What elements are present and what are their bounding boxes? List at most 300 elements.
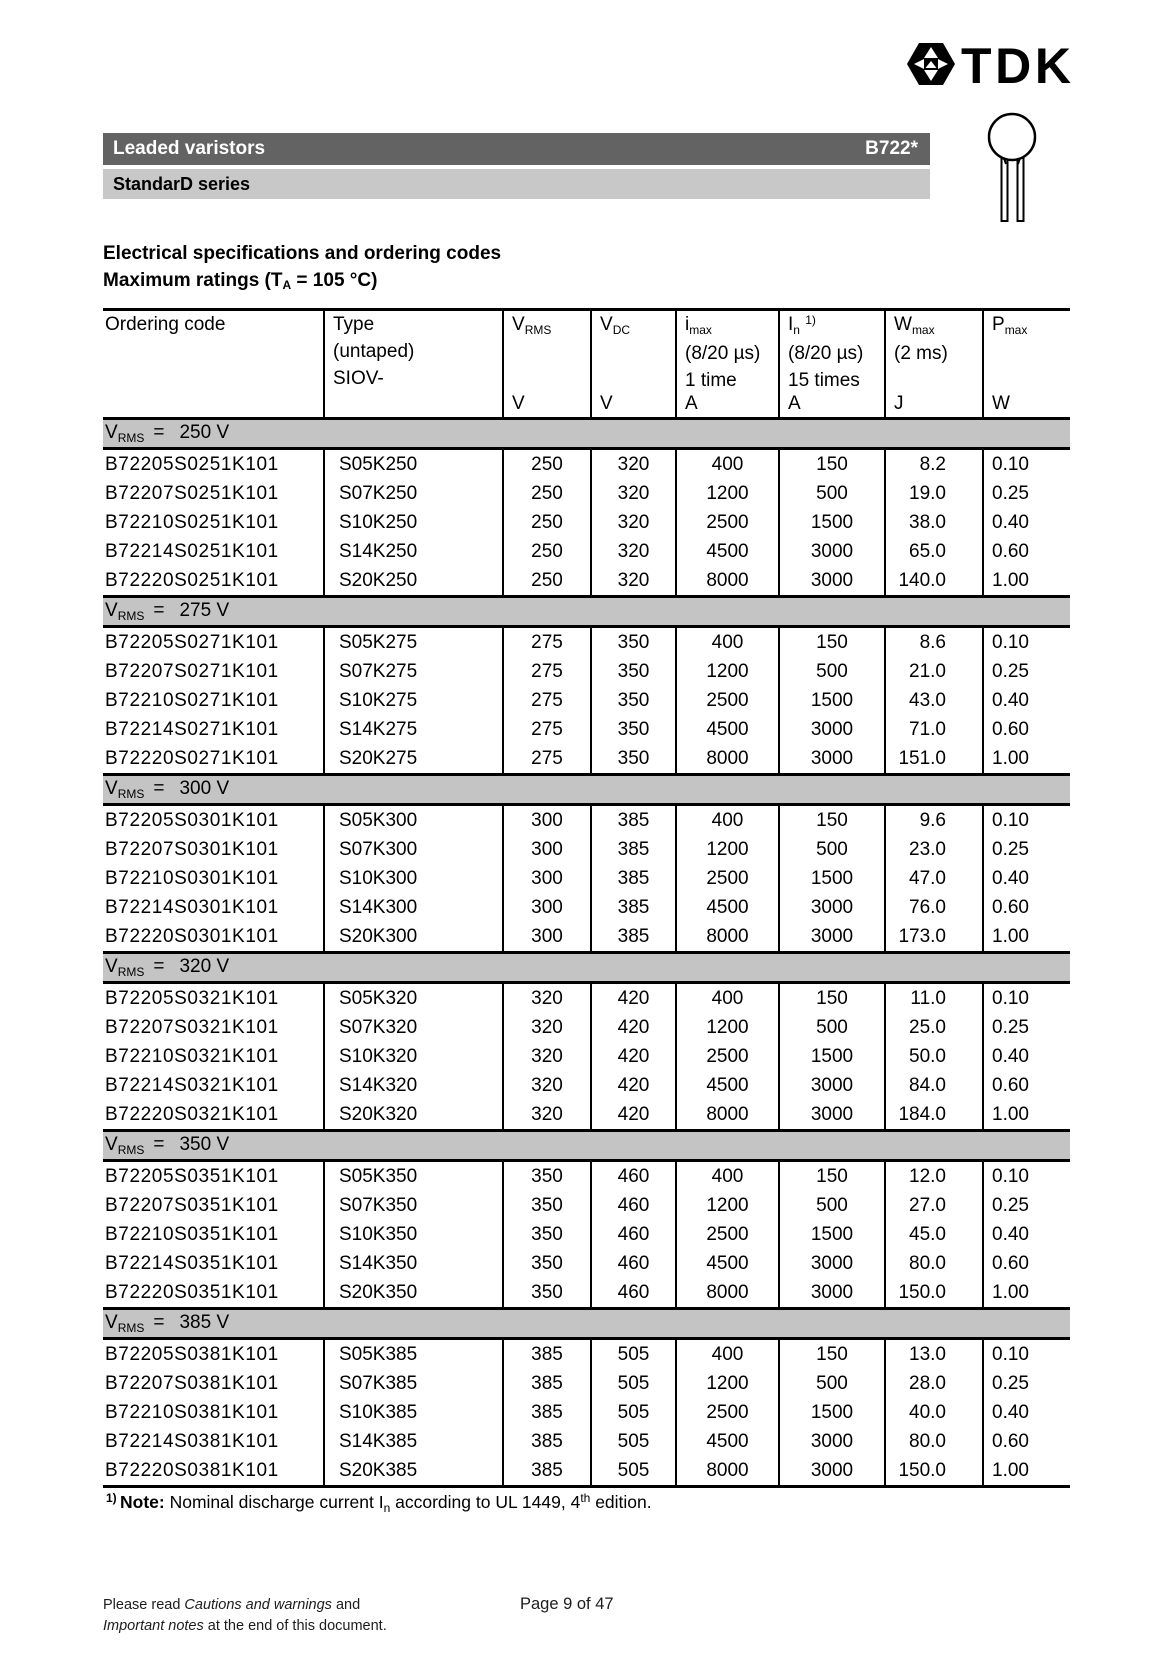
cell-in: 3000	[779, 566, 885, 597]
table-header-row	[103, 310, 1070, 419]
table-row	[103, 1100, 1070, 1131]
cell-vdc: 320	[591, 479, 676, 508]
cell-vdc: 385	[591, 893, 676, 922]
cell-ordering_code: B72205S0271K101	[105, 632, 279, 653]
section-band-row	[103, 1309, 1070, 1339]
cell-vrms: 350	[503, 1191, 591, 1220]
cell-in: 3000	[779, 1249, 885, 1278]
cell-pmax: 0.25	[983, 835, 1070, 864]
column-header-wmax: $W_{max}$ (2 ms) J	[885, 310, 983, 419]
table-row	[103, 1456, 1070, 1487]
section-header: $V_{RMS} = 385$ V	[103, 1309, 1070, 1339]
cell-vrms: 300	[503, 922, 591, 953]
table-row	[103, 805, 1070, 836]
cell-ordering_code: B72205S0381K101	[105, 1344, 279, 1365]
cell-vdc: 505	[591, 1369, 676, 1398]
cell-pmax: 0.60	[983, 893, 1070, 922]
cell-ordering_code: B72220S0321K101	[105, 1104, 279, 1125]
cell-vrms: 320	[503, 1042, 591, 1071]
cell-pmax: 0.25	[983, 1013, 1070, 1042]
cell-ordering_code: B72220S0351K101	[105, 1282, 279, 1303]
cell-ordering_code: B72214S0321K101	[105, 1075, 279, 1096]
footer-note-line2: Important notes at the end of this document.	[103, 1618, 387, 1634]
cell-wmax: 23.0	[885, 835, 983, 864]
section-voltage: 385 V	[179, 1312, 230, 1333]
cell-ordering_code: B72214S0301K101	[105, 897, 279, 918]
cell-ordering_code: B72205S0321K101	[105, 988, 279, 1009]
cell-vdc: 320	[591, 508, 676, 537]
cell-in: 500	[779, 1013, 885, 1042]
cell-vdc: 350	[591, 657, 676, 686]
table-row	[103, 922, 1070, 953]
footnote: $^{1)}$ Note: Nominal discharge current $I_n$ according to UL 1449, 4th edition.	[106, 1491, 652, 1515]
cell-vdc: 460	[591, 1161, 676, 1192]
cell-in: 150	[779, 983, 885, 1014]
cell-type: S05K385	[324, 1339, 503, 1370]
cell-wmax: 9.6	[885, 805, 983, 836]
cell-in: 150	[779, 1161, 885, 1192]
cell-imax: 400	[676, 1161, 779, 1192]
cell-vrms: 275	[503, 657, 591, 686]
cell-type: S14K350	[324, 1249, 503, 1278]
series-title: StandarD series	[113, 173, 251, 194]
cell-in: 3000	[779, 744, 885, 775]
cell-pmax: 0.40	[983, 686, 1070, 715]
section-header: $V_{RMS} = 320$ V	[103, 953, 1070, 983]
cell-ordering_code: B72220S0271K101	[105, 748, 279, 769]
cell-vrms: 385	[503, 1339, 591, 1370]
cell-in: 500	[779, 479, 885, 508]
product-line-title: Leaded varistors	[113, 138, 266, 159]
cell-imax: 2500	[676, 1398, 779, 1427]
table-row	[103, 1398, 1070, 1427]
cell-vdc: 320	[591, 449, 676, 480]
cell-type: S10K385	[324, 1398, 503, 1427]
cell-imax: 1200	[676, 835, 779, 864]
cell-in: 1500	[779, 864, 885, 893]
cell-ordering_code: B72205S0301K101	[105, 810, 279, 831]
tdk-logo	[905, 38, 1073, 90]
cell-vdc: 505	[591, 1427, 676, 1456]
column-header-ordering_code: Ordering code	[103, 310, 324, 419]
cell-wmax: 150.0	[885, 1456, 983, 1487]
cell-wmax: 40.0	[885, 1398, 983, 1427]
cell-in: 3000	[779, 1427, 885, 1456]
cell-type: S14K300	[324, 893, 503, 922]
cell-type: S10K275	[324, 686, 503, 715]
cell-pmax: 0.25	[983, 1191, 1070, 1220]
cell-vdc: 460	[591, 1220, 676, 1249]
table-row	[103, 715, 1070, 744]
cell-vdc: 505	[591, 1398, 676, 1427]
cell-pmax: 0.25	[983, 479, 1070, 508]
cell-ordering_code: B72214S0351K101	[105, 1253, 279, 1274]
cell-vrms: 350	[503, 1220, 591, 1249]
cell-pmax: 0.10	[983, 449, 1070, 480]
cell-in: 1500	[779, 1042, 885, 1071]
cell-in: 500	[779, 1369, 885, 1398]
section-band-row	[103, 1131, 1070, 1161]
cell-vrms: 320	[503, 1071, 591, 1100]
cell-wmax: 150.0	[885, 1278, 983, 1309]
cell-wmax: 28.0	[885, 1369, 983, 1398]
cell-in: 3000	[779, 537, 885, 566]
cell-pmax: 0.10	[983, 805, 1070, 836]
table-row	[103, 1427, 1070, 1456]
cell-wmax: 25.0	[885, 1013, 983, 1042]
column-unit: A	[788, 393, 801, 414]
cell-type: S14K385	[324, 1427, 503, 1456]
cell-ordering_code: B72214S0381K101	[105, 1431, 279, 1452]
cell-vrms: 275	[503, 715, 591, 744]
cell-ordering_code: B72214S0251K101	[105, 541, 279, 562]
cell-in: 3000	[779, 1456, 885, 1487]
cell-vrms: 250	[503, 449, 591, 480]
cell-vrms: 385	[503, 1456, 591, 1487]
cell-vdc: 460	[591, 1191, 676, 1220]
cell-pmax: 0.60	[983, 1249, 1070, 1278]
cell-vdc: 505	[591, 1456, 676, 1487]
cell-type: S20K250	[324, 566, 503, 597]
cell-vrms: 300	[503, 864, 591, 893]
cell-vrms: 350	[503, 1278, 591, 1309]
cell-vdc: 350	[591, 715, 676, 744]
cell-pmax: 0.40	[983, 1220, 1070, 1249]
table-row	[103, 1278, 1070, 1309]
cell-imax: 4500	[676, 1249, 779, 1278]
cell-vrms: 275	[503, 627, 591, 658]
cell-imax: 1200	[676, 479, 779, 508]
cell-imax: 1200	[676, 1369, 779, 1398]
section-voltage: 250 V	[179, 422, 230, 443]
cell-wmax: 8.2	[885, 449, 983, 480]
cell-imax: 8000	[676, 922, 779, 953]
cell-ordering_code: B72207S0271K101	[105, 661, 279, 682]
cell-imax: 4500	[676, 1071, 779, 1100]
cell-pmax: 0.25	[983, 657, 1070, 686]
cell-wmax: 140.0	[885, 566, 983, 597]
cell-vdc: 385	[591, 864, 676, 893]
cell-ordering_code: B72220S0301K101	[105, 926, 279, 947]
varistor-icon	[982, 104, 1042, 228]
section-header: $V_{RMS} = 250$ V	[103, 419, 1070, 449]
cell-imax: 4500	[676, 1427, 779, 1456]
cell-wmax: 43.0	[885, 686, 983, 715]
cell-pmax: 0.40	[983, 508, 1070, 537]
cell-vrms: 275	[503, 686, 591, 715]
cell-ordering_code: B72207S0381K101	[105, 1373, 279, 1394]
cell-pmax: 0.40	[983, 1398, 1070, 1427]
cell-in: 1500	[779, 1398, 885, 1427]
cell-in: 3000	[779, 893, 885, 922]
cell-vdc: 420	[591, 1042, 676, 1071]
spec-table	[103, 308, 1070, 1488]
cell-imax: 1200	[676, 657, 779, 686]
cell-vrms: 385	[503, 1369, 591, 1398]
cell-ordering_code: B72210S0301K101	[105, 868, 279, 889]
cell-pmax: 0.60	[983, 1071, 1070, 1100]
cell-ordering_code: B72207S0301K101	[105, 839, 279, 860]
cell-pmax: 1.00	[983, 922, 1070, 953]
column-header-imax: $i_{max}$ (8/20 µs) 1 time A	[676, 310, 779, 419]
table-row	[103, 983, 1070, 1014]
cell-type: S07K275	[324, 657, 503, 686]
cell-vdc: 460	[591, 1249, 676, 1278]
cell-type: S07K250	[324, 479, 503, 508]
cell-ordering_code: B72220S0251K101	[105, 570, 279, 591]
table-row	[103, 566, 1070, 597]
cell-vrms: 350	[503, 1161, 591, 1192]
cell-type: S20K275	[324, 744, 503, 775]
cell-in: 500	[779, 835, 885, 864]
section-band-row	[103, 953, 1070, 983]
cell-wmax: 84.0	[885, 1071, 983, 1100]
cell-wmax: 13.0	[885, 1339, 983, 1370]
section-voltage: 350 V	[179, 1134, 230, 1155]
cell-pmax: 0.60	[983, 1427, 1070, 1456]
table-row	[103, 657, 1070, 686]
table-row	[103, 627, 1070, 658]
cell-imax: 4500	[676, 893, 779, 922]
table-row	[103, 479, 1070, 508]
cell-wmax: 11.0	[885, 983, 983, 1014]
cell-vdc: 350	[591, 627, 676, 658]
cell-in: 150	[779, 449, 885, 480]
cell-ordering_code: B72207S0321K101	[105, 1017, 279, 1038]
cell-vdc: 460	[591, 1278, 676, 1309]
page-title: Electrical specifications and ordering codes	[103, 243, 502, 264]
series-band	[103, 169, 930, 199]
page-number: Page 9 of 47	[520, 1595, 614, 1613]
column-header-vdc: $V_{DC}$ V	[591, 310, 676, 419]
cell-vrms: 385	[503, 1398, 591, 1427]
cell-vrms: 320	[503, 1100, 591, 1131]
cell-pmax: 1.00	[983, 744, 1070, 775]
cell-ordering_code: B72210S0251K101	[105, 512, 279, 533]
cell-type: S10K300	[324, 864, 503, 893]
cell-pmax: 0.40	[983, 1042, 1070, 1071]
cell-in: 3000	[779, 1071, 885, 1100]
cell-in: 150	[779, 805, 885, 836]
cell-vrms: 350	[503, 1249, 591, 1278]
cell-wmax: 47.0	[885, 864, 983, 893]
cell-pmax: 1.00	[983, 1100, 1070, 1131]
doc-code: B722*	[865, 138, 918, 159]
cell-imax: 1200	[676, 1191, 779, 1220]
cell-imax: 1200	[676, 1013, 779, 1042]
table-row	[103, 537, 1070, 566]
cell-vdc: 385	[591, 922, 676, 953]
cell-vrms: 300	[503, 835, 591, 864]
cell-wmax: 19.0	[885, 479, 983, 508]
section-header: $V_{RMS} = 350$ V	[103, 1131, 1070, 1161]
cell-in: 500	[779, 1191, 885, 1220]
cell-pmax: 0.10	[983, 983, 1070, 1014]
cell-imax: 2500	[676, 1042, 779, 1071]
cell-in: 3000	[779, 922, 885, 953]
cell-imax: 400	[676, 983, 779, 1014]
tdk-wordmark: TDK	[961, 38, 1071, 90]
cell-imax: 8000	[676, 566, 779, 597]
cell-imax: 400	[676, 449, 779, 480]
cell-in: 1500	[779, 686, 885, 715]
cell-pmax: 1.00	[983, 1278, 1070, 1309]
cell-in: 3000	[779, 1278, 885, 1309]
section-band-row	[103, 597, 1070, 627]
cell-ordering_code: B72205S0251K101	[105, 454, 279, 475]
table-row	[103, 1191, 1070, 1220]
cell-pmax: 0.40	[983, 864, 1070, 893]
cell-type: S14K320	[324, 1071, 503, 1100]
cell-ordering_code: B72207S0251K101	[105, 483, 279, 504]
cell-type: S10K320	[324, 1042, 503, 1071]
cell-vrms: 300	[503, 805, 591, 836]
cell-imax: 400	[676, 805, 779, 836]
table-row	[103, 1042, 1070, 1071]
table-row	[103, 508, 1070, 537]
column-header-in: $I_n$ $^{1)}$ (8/20 µs) 15 times A	[779, 310, 885, 419]
cell-type: S20K320	[324, 1100, 503, 1131]
cell-type: S20K300	[324, 922, 503, 953]
cell-ordering_code: B72210S0321K101	[105, 1046, 279, 1067]
cell-type: S07K300	[324, 835, 503, 864]
table-row	[103, 1161, 1070, 1192]
footer-note-line1: Please read Cautions and warnings and	[103, 1597, 361, 1613]
cell-wmax: 45.0	[885, 1220, 983, 1249]
cell-wmax: 65.0	[885, 537, 983, 566]
tdk-emblem-icon	[907, 43, 955, 85]
cell-ordering_code: B72207S0351K101	[105, 1195, 279, 1216]
cell-pmax: 0.10	[983, 1339, 1070, 1370]
cell-vdc: 420	[591, 1071, 676, 1100]
cell-imax: 2500	[676, 508, 779, 537]
cell-vdc: 420	[591, 983, 676, 1014]
cell-type: S05K275	[324, 627, 503, 658]
cell-pmax: 0.60	[983, 537, 1070, 566]
cell-wmax: 38.0	[885, 508, 983, 537]
section-voltage: 275 V	[179, 600, 230, 621]
column-header-type: Type (untaped) SIOV-	[324, 310, 503, 419]
cell-type: S10K350	[324, 1220, 503, 1249]
cell-wmax: 76.0	[885, 893, 983, 922]
table-row	[103, 893, 1070, 922]
cell-pmax: 0.25	[983, 1369, 1070, 1398]
table-row	[103, 1339, 1070, 1370]
cell-type: S10K250	[324, 508, 503, 537]
section-voltage: 320 V	[179, 956, 230, 977]
section-band-row	[103, 775, 1070, 805]
table-row	[103, 1220, 1070, 1249]
cell-vrms: 320	[503, 983, 591, 1014]
cell-ordering_code: B72214S0271K101	[105, 719, 279, 740]
table-row	[103, 1369, 1070, 1398]
column-unit: V	[600, 393, 613, 414]
cell-wmax: 50.0	[885, 1042, 983, 1071]
column-unit: A	[685, 393, 698, 414]
cell-vdc: 320	[591, 537, 676, 566]
cell-vrms: 250	[503, 537, 591, 566]
cell-pmax: 1.00	[983, 1456, 1070, 1487]
cell-imax: 400	[676, 1339, 779, 1370]
cell-imax: 2500	[676, 1220, 779, 1249]
cell-type: S05K300	[324, 805, 503, 836]
cell-vdc: 420	[591, 1013, 676, 1042]
cell-type: S14K250	[324, 537, 503, 566]
cell-type: S20K350	[324, 1278, 503, 1309]
cell-wmax: 8.6	[885, 627, 983, 658]
cell-wmax: 173.0	[885, 922, 983, 953]
cell-wmax: 80.0	[885, 1427, 983, 1456]
cell-wmax: 27.0	[885, 1191, 983, 1220]
cell-vdc: 385	[591, 805, 676, 836]
cell-wmax: 12.0	[885, 1161, 983, 1192]
cell-ordering_code: B72220S0381K101	[103, 1456, 324, 1487]
table-row	[103, 1013, 1070, 1042]
cell-pmax: 0.60	[983, 715, 1070, 744]
cell-type: S05K250	[324, 449, 503, 480]
cell-vrms: 300	[503, 893, 591, 922]
cell-imax: 8000	[676, 744, 779, 775]
cell-ordering_code: B72210S0271K101	[105, 690, 279, 711]
cell-vdc: 420	[591, 1100, 676, 1131]
column-header-pmax: $P_{max}$ W	[983, 310, 1070, 419]
table-row	[103, 1249, 1070, 1278]
cell-type: S05K350	[324, 1161, 503, 1192]
cell-imax: 2500	[676, 864, 779, 893]
cell-type: S07K350	[324, 1191, 503, 1220]
cell-pmax: 0.10	[983, 1161, 1070, 1192]
cell-wmax: 184.0	[885, 1100, 983, 1131]
table-row	[103, 835, 1070, 864]
cell-ordering_code: B72210S0381K101	[105, 1402, 279, 1423]
cell-type: S05K320	[324, 983, 503, 1014]
cell-vrms: 250	[503, 508, 591, 537]
table-row	[103, 449, 1070, 480]
section-header: $V_{RMS} = 275$ V	[103, 597, 1070, 627]
cell-vdc: 320	[591, 566, 676, 597]
cell-in: 150	[779, 627, 885, 658]
cell-vrms: 275	[503, 744, 591, 775]
cell-vrms: 320	[503, 1013, 591, 1042]
cell-in: 150	[779, 1339, 885, 1370]
column-unit: J	[894, 393, 904, 414]
cell-ordering_code: B72205S0351K101	[105, 1166, 279, 1187]
cell-wmax: 71.0	[885, 715, 983, 744]
cell-imax: 8000	[676, 1100, 779, 1131]
cell-wmax: 80.0	[885, 1249, 983, 1278]
cell-type: S07K385	[324, 1369, 503, 1398]
cell-pmax: 0.10	[983, 627, 1070, 658]
cell-imax: 4500	[676, 537, 779, 566]
cell-imax: 2500	[676, 686, 779, 715]
cell-vdc: 505	[591, 1339, 676, 1370]
cell-type: S07K320	[324, 1013, 503, 1042]
section-band-row	[103, 419, 1070, 449]
column-unit: W	[992, 393, 1010, 414]
cell-wmax: 21.0	[885, 657, 983, 686]
spec-table-container	[103, 308, 1070, 1488]
cell-vdc: 385	[591, 835, 676, 864]
cell-imax: 4500	[676, 715, 779, 744]
cell-pmax: 1.00	[983, 566, 1070, 597]
section-header: $V_{RMS} = 300$ V	[103, 775, 1070, 805]
column-header-vrms: $V_{RMS}$ V	[503, 310, 591, 419]
cell-vdc: 350	[591, 744, 676, 775]
cell-vrms: 250	[503, 566, 591, 597]
section-voltage: 300 V	[179, 778, 230, 799]
cell-in: 3000	[779, 715, 885, 744]
cell-vrms: 385	[503, 1427, 591, 1456]
